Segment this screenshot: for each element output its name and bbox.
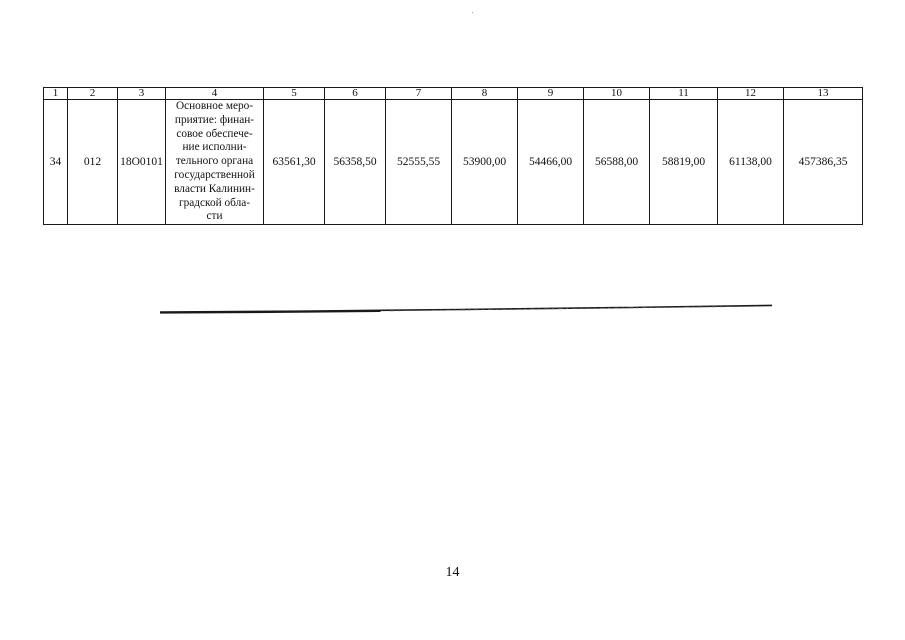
column-header-11: 11 — [650, 88, 718, 100]
description-line: градской обла- — [178, 196, 251, 209]
value-cell-5: 63561,30 — [264, 100, 325, 225]
column-header-8: 8 — [452, 88, 518, 100]
description-line: власти Калинин- — [174, 182, 255, 195]
description-line: приятие: финан- — [174, 113, 255, 126]
table-row — [44, 100, 863, 225]
column-header-12: 12 — [718, 88, 784, 100]
page-number: 14 — [445, 565, 460, 580]
code-cell: 012 — [68, 100, 118, 225]
closing-rule-line — [160, 303, 772, 317]
column-header-7: 7 — [386, 88, 452, 100]
column-header-5: 5 — [264, 88, 325, 100]
value-cell-6: 56358,50 — [325, 100, 386, 225]
table-header — [44, 88, 863, 100]
column-header-4: 4 — [166, 88, 264, 100]
value-cell-11: 58819,00 — [650, 100, 718, 225]
column-header-2: 2 — [68, 88, 118, 100]
value-cell-12: 61138,00 — [718, 100, 784, 225]
description-line: совое обеспече- — [176, 127, 253, 140]
column-number-row — [44, 88, 863, 100]
value-cell-9: 54466,00 — [518, 100, 584, 225]
description-cell — [166, 100, 264, 225]
description-line: Основное меро- — [175, 100, 254, 112]
row-number-cell: 34 — [44, 100, 68, 225]
description-line: государственной — [174, 168, 255, 181]
budget-table — [43, 87, 863, 225]
value-cell-7: 52555,55 — [386, 100, 452, 225]
value-cell-10: 56588,00 — [584, 100, 650, 225]
description-line: тельного органа — [175, 155, 254, 168]
column-header-13: 13 — [784, 88, 863, 100]
column-header-1: 1 — [44, 88, 68, 100]
description-line: ние исполни- — [182, 141, 247, 154]
value-cell-8: 53900,00 — [452, 100, 518, 225]
column-header-9: 9 — [518, 88, 584, 100]
description-line: сти — [206, 210, 223, 223]
column-header-10: 10 — [584, 88, 650, 100]
column-header-3: 3 — [118, 88, 166, 100]
total-cell: 457386,35 — [784, 100, 863, 225]
scan-speck — [472, 12, 473, 13]
program-code-cell: 18О0101 — [118, 100, 166, 225]
column-header-6: 6 — [325, 88, 386, 100]
